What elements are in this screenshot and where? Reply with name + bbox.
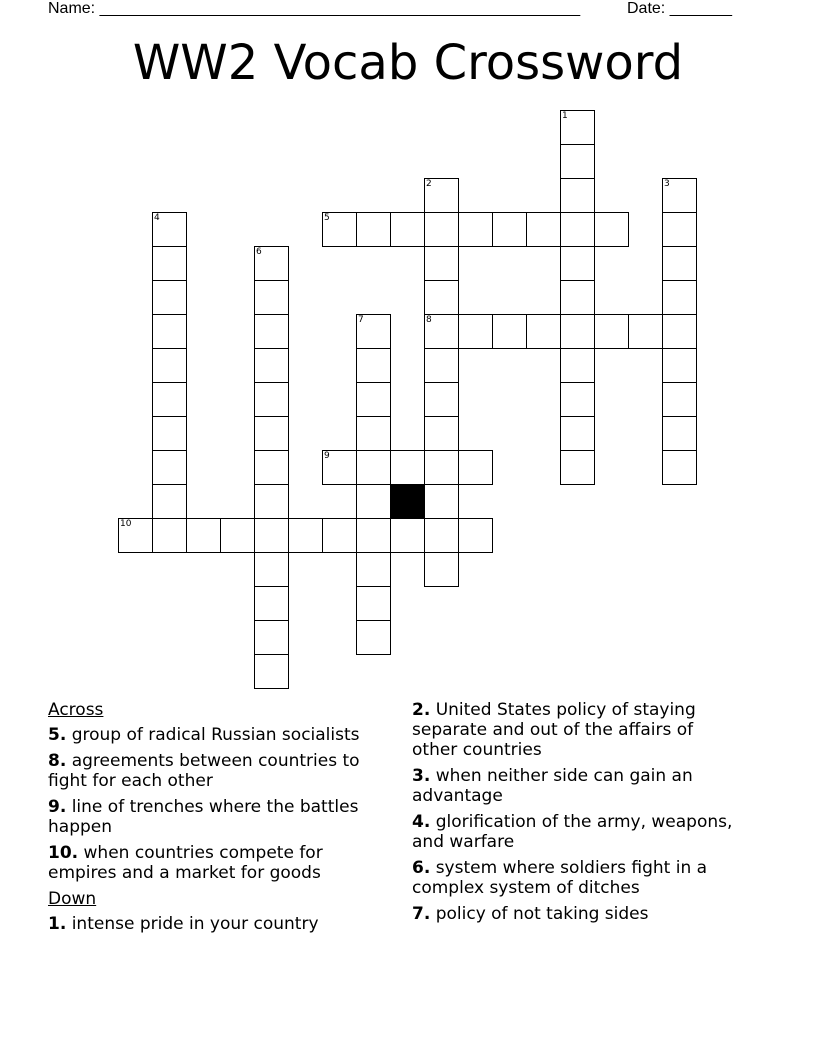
clue-text: when neither side can gain an advantage [412,766,693,806]
crossword-cell[interactable] [560,314,595,349]
crossword-cell[interactable] [560,416,595,451]
clue-across-10 [48,843,388,883]
clues-column-right [412,700,742,930]
clue-number: 6. [412,858,431,878]
crossword-cell[interactable] [186,518,221,553]
crossword-cell[interactable] [356,586,391,621]
crossword-cell[interactable] [152,484,187,519]
cell-number: 5 [324,213,330,223]
clue-text: policy of not taking sides [435,904,649,924]
crossword-cell[interactable] [662,178,697,213]
clue-text: United States policy of staying separate and out of the affairs of other countries [412,700,696,760]
name-field[interactable]: Name: ______________________________________________________ [48,0,581,17]
crossword-cell[interactable] [492,212,527,247]
cell-number: 7 [358,315,364,325]
crossword-cell[interactable] [662,348,697,383]
crossword-cell[interactable] [152,518,187,553]
down-heading: Down [48,889,97,909]
clue-text: system where soldiers fight in a complex system of ditches [412,858,708,898]
crossword-cell[interactable] [322,450,357,485]
crossword-cell[interactable] [458,314,493,349]
clues-column-left [48,700,388,940]
crossword-cell[interactable] [662,212,697,247]
clue-down-6 [412,858,742,898]
crossword-cell[interactable] [424,484,459,519]
crossword-cell[interactable] [424,178,459,213]
crossword-cell[interactable] [662,280,697,315]
crossword-cell[interactable] [594,314,629,349]
crossword-cell[interactable] [356,416,391,451]
crossword-cell[interactable] [424,416,459,451]
cell-number: 9 [324,451,330,461]
crossword-cell[interactable] [254,314,289,349]
crossword-cell[interactable] [254,586,289,621]
crossword-cell[interactable] [152,348,187,383]
crossword-cell[interactable] [458,450,493,485]
crossword-cell[interactable] [424,348,459,383]
crossword-cell[interactable] [424,450,459,485]
crossword-cell[interactable] [356,212,391,247]
clue-text: agreements between countries to fight for each other [48,751,360,791]
crossword-cell[interactable] [254,348,289,383]
clue-across-9 [48,797,388,837]
crossword-cell[interactable] [560,348,595,383]
clue-down-2 [412,700,742,760]
crossword-cell[interactable] [424,280,459,315]
crossword-cell[interactable] [560,382,595,417]
crossword-cell[interactable] [254,484,289,519]
clue-text: line of trenches where the battles happen [48,797,359,837]
crossword-cell[interactable] [254,450,289,485]
clue-across-8 [48,751,388,791]
crossword-cell[interactable] [424,314,459,349]
clue-text: group of radical Russian socialists [71,725,360,745]
cell-number: 4 [154,213,160,223]
crossword-cell[interactable] [254,280,289,315]
clue-number: 9. [48,797,67,817]
crossword-cell[interactable] [424,382,459,417]
page-title: WW2 Vocab Crossword [132,35,684,91]
crossword-cell[interactable] [254,654,289,689]
date-field[interactable]: Date: _______ [627,0,732,17]
crossword-cell[interactable] [594,212,629,247]
crossword-cell[interactable] [662,382,697,417]
cell-number: 10 [120,519,132,529]
clue-number: 3. [412,766,431,786]
crossword-cell[interactable] [424,246,459,281]
cell-number: 2 [426,179,432,189]
clue-down-1 [48,914,388,934]
crossword-cell[interactable] [356,348,391,383]
crossword-cell[interactable] [254,246,289,281]
clue-text: glorification of the army, weapons, and warfare [412,812,733,852]
crossword-cell[interactable] [526,212,561,247]
crossword-cell[interactable] [152,450,187,485]
clue-across-5 [48,725,388,745]
crossword-cell[interactable] [390,450,425,485]
crossword-cell[interactable] [356,518,391,553]
crossword-cell[interactable] [152,416,187,451]
crossword-cell[interactable] [390,212,425,247]
crossword-cell[interactable] [356,314,391,349]
crossword-cell[interactable] [254,416,289,451]
crossword-cell[interactable] [424,552,459,587]
crossword-cell[interactable] [152,280,187,315]
crossword-cell[interactable] [390,518,425,553]
crossword-cell[interactable] [492,314,527,349]
crossword-cell[interactable] [254,552,289,587]
crossword-cell[interactable] [254,620,289,655]
crossword-cell[interactable] [152,382,187,417]
crossword-cell[interactable] [322,212,357,247]
clue-text: intense pride in your country [71,914,319,934]
crossword-cell[interactable] [662,246,697,281]
cell-number: 6 [256,247,262,257]
crossword-cell[interactable] [424,212,459,247]
crossword-cell[interactable] [560,212,595,247]
crossword-cell[interactable] [356,450,391,485]
clue-number: 8. [48,751,67,771]
cell-number: 1 [562,111,568,121]
across-heading: Across [48,700,104,720]
blocked-cell [390,484,425,519]
crossword-cell[interactable] [526,314,561,349]
clue-number: 10. [48,843,79,863]
clue-number: 5. [48,725,67,745]
crossword-cell[interactable] [560,246,595,281]
crossword-cell[interactable] [662,450,697,485]
clue-number: 4. [412,812,431,832]
crossword-cell[interactable] [560,450,595,485]
crossword-cell[interactable] [560,280,595,315]
crossword-cell[interactable] [356,484,391,519]
clue-number: 7. [412,904,431,924]
cell-number: 3 [664,179,670,189]
crossword-cell[interactable] [152,314,187,349]
crossword-cell[interactable] [322,518,357,553]
crossword-cell[interactable] [424,518,459,553]
clue-number: 2. [412,700,431,720]
crossword-cell[interactable] [356,382,391,417]
clue-down-4 [412,812,742,852]
crossword-cell[interactable] [152,246,187,281]
crossword-cell[interactable] [152,212,187,247]
cell-number: 8 [426,315,432,325]
crossword-cell[interactable] [458,212,493,247]
crossword-cell[interactable] [220,518,255,553]
crossword-cell[interactable] [356,620,391,655]
crossword-cell[interactable] [356,552,391,587]
crossword-cell[interactable] [560,144,595,179]
crossword-cell[interactable] [254,518,289,553]
crossword-cell[interactable] [662,314,697,349]
crossword-cell[interactable] [628,314,663,349]
crossword-cell[interactable] [560,178,595,213]
crossword-cell[interactable] [662,416,697,451]
crossword-cell[interactable] [288,518,323,553]
crossword-cell[interactable] [254,382,289,417]
crossword-cell[interactable] [560,110,595,145]
clue-down-3 [412,766,742,806]
clue-number: 1. [48,914,67,934]
clue-text: when countries compete for empires and a market for goods [48,843,323,883]
crossword-cell[interactable] [118,518,153,553]
crossword-cell[interactable] [458,518,493,553]
clue-down-7 [412,904,742,924]
